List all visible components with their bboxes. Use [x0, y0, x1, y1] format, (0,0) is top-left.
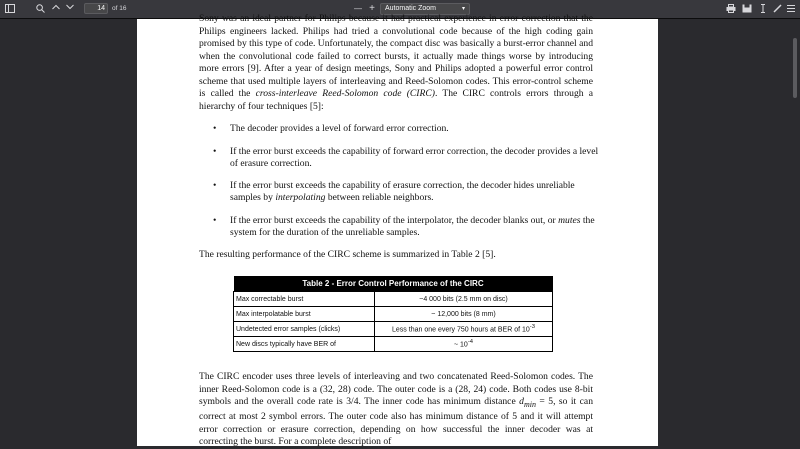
table-row [234, 337, 553, 352]
paragraph-text: Sony was an ideal partner for Philips because it had practical experience in error correction that the Philips engineers lacked. Philips had tried a convolutional code because of the high coding gain promised by this type of code. Unfortunately, the compact disc was basically a burst-error channel and when the convolutional code failed to correct bursts, it actually made things worse by introducing more errors [9]. After a year of design meetings, Sony and Philips adopted a powerful error control scheme that used multiple layers of interleaving and Reed-Solomon codes. This error-control scheme is called the [199, 13, 593, 99]
zoom-select-value: Automatic Zoom [385, 5, 436, 12]
page-count-label: of 16 [112, 5, 127, 12]
print-icon[interactable] [724, 2, 738, 16]
page-number-input[interactable]: 14 [84, 3, 108, 14]
vertical-scrollbar[interactable] [793, 38, 797, 98]
math-variable: d [519, 396, 524, 407]
text-cursor-icon[interactable] [757, 2, 769, 16]
zoom-out-button[interactable]: — [354, 4, 362, 13]
emphasis-text: cross-interleave Reed-Solomon code (CIRC) [255, 88, 435, 99]
paragraph-table-ref: The resulting performance of the CIRC scheme is summarized in Table 2 [5]. [199, 249, 496, 260]
save-icon[interactable] [740, 2, 754, 16]
list-item: • If the error burst exceeds the capability of erasure correction, the decoder hides unreliable samples by interpolating between reliable neighbors. [199, 180, 599, 204]
circ-performance-table [233, 276, 553, 352]
table-row [234, 322, 553, 337]
table-cell-value: ~4 000 bits (2.5 mm on disc) [375, 292, 553, 307]
paragraph-circ-intro [199, 13, 593, 113]
table-cell-value: Less than one every 750 hours at BER of $10^{-3}$ [375, 322, 553, 337]
zoom-in-button[interactable]: + [369, 3, 375, 14]
next-page-icon[interactable] [64, 2, 76, 16]
sidebar-toggle-icon[interactable] [3, 2, 17, 16]
table-cell-label: Undetected error samples (clicks) [234, 322, 375, 337]
paragraph-circ-encoder: The CIRC encoder uses three levels of interleaving and two concatenated Reed-Solomon codes. The inner Reed-Solomon code is a (32, 28) code. The outer code is a (28, 24) code. Both codes use 8-bit symbols and the overall code rate is 3/4. The inner code has minimum distance $d_{min} = 5$, so it can correct at most 2 symbol errors. The outer code also has minimum distance of 5 and it will attempt error correction or erasure correction, depending on how successful the inner decoder was at correcting the burst. For a complete description of [199, 371, 593, 448]
draw-pencil-icon[interactable] [771, 2, 783, 16]
table-cell-label: New discs typically have BER of [234, 337, 375, 352]
previous-page-icon[interactable] [50, 2, 62, 16]
table-cell-value: ~ 12,000 bits (8 mm) [375, 307, 553, 322]
pdf-page [137, 13, 658, 448]
table-cell-value: ~ $10^{-4}$ [375, 337, 553, 352]
list-item: • If the error burst exceeds the capability of forward error correction, the decoder provides a level of erasure correction. [199, 146, 599, 170]
list-item: • If the error burst exceeds the capability of the interpolator, the decoder blanks out, or mutes the system for the duration of the unreliable samples. [199, 215, 599, 239]
table-cell-label: Max interpolatable burst [234, 307, 375, 322]
circ-technique-list [199, 123, 599, 249]
chevron-down-icon: ▾ [461, 6, 465, 12]
table-title: Table 2 - Error Control Performance of the CIRC [234, 276, 553, 292]
list-item: • The decoder provides a level of forward error correction. [199, 123, 599, 135]
tools-menu-icon[interactable] [785, 2, 797, 16]
table-row [234, 307, 553, 322]
search-icon[interactable] [33, 2, 47, 16]
table-cell-label: Max correctable burst [234, 292, 375, 307]
table-row [234, 292, 553, 307]
paragraph-text: . The CIRC controls errors through a hierarchy of four techniques [5]: [199, 88, 594, 112]
document-viewer[interactable] [0, 13, 800, 448]
